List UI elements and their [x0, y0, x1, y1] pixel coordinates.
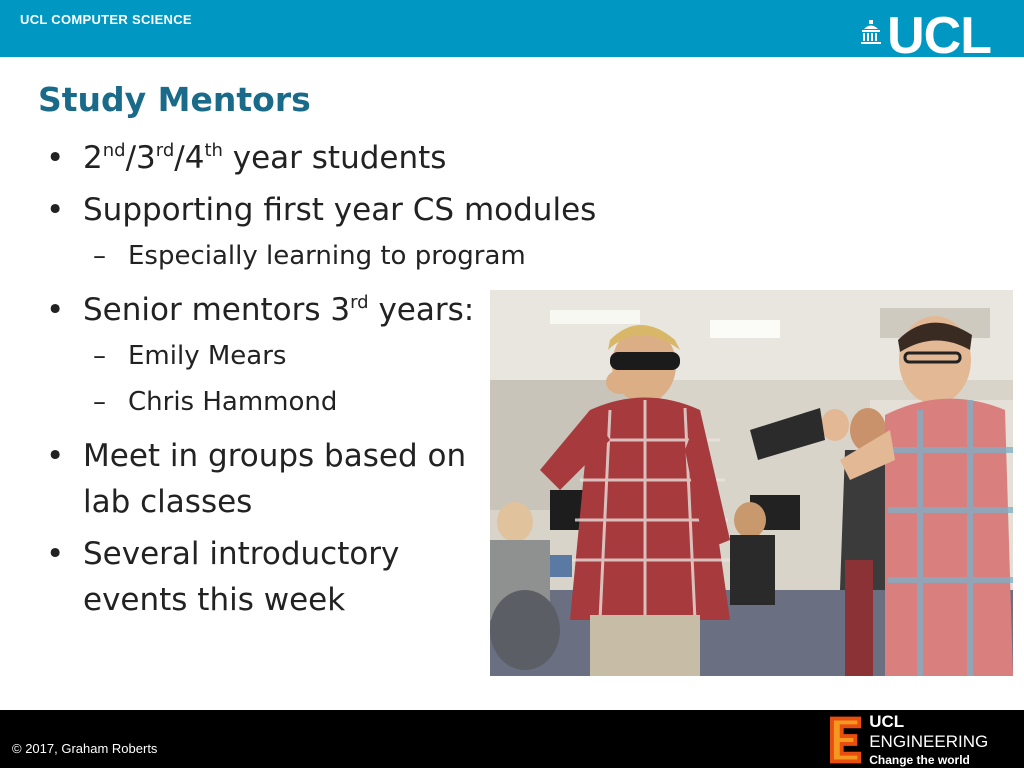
copyright-text: © 2017, Graham Roberts [12, 741, 158, 756]
sub-bullet-mentor-1: – Emily Mears [46, 333, 606, 379]
bullet-meet-groups: • Meet in groups based on lab classes [46, 433, 606, 525]
sub-bullet-learning-program: – Especially learning to program [46, 233, 606, 279]
sub-bullet-mentor-2: – Chris Hammond [46, 379, 606, 425]
engineering-tagline: Change the world [869, 753, 970, 767]
engineering-logo-title: UCL ENGINEERING [869, 712, 989, 751]
header-bar [0, 0, 1024, 65]
department-label: UCL COMPUTER SCIENCE [20, 12, 192, 27]
ucl-logo [861, 7, 991, 65]
bullet-introductory-events: • Several introductory events this week [46, 531, 606, 623]
bullet-year-students: • 2nd/3rd/4th year students [46, 135, 606, 181]
photo-illustration [490, 290, 1013, 676]
footer-bar [0, 710, 1024, 768]
ucl-engineering-logo [830, 712, 1024, 767]
ucl-logo-wordmark: UCL [887, 7, 991, 65]
students-photo [490, 290, 1013, 676]
portico-icon [861, 20, 881, 44]
bullet-supporting-modules: • Supporting first year CS modules [46, 187, 606, 233]
slide-title: Study Mentors [38, 80, 311, 119]
bullet-senior-mentors: • Senior mentors 3rd years: [46, 287, 606, 333]
engineering-e-icon [830, 716, 861, 764]
